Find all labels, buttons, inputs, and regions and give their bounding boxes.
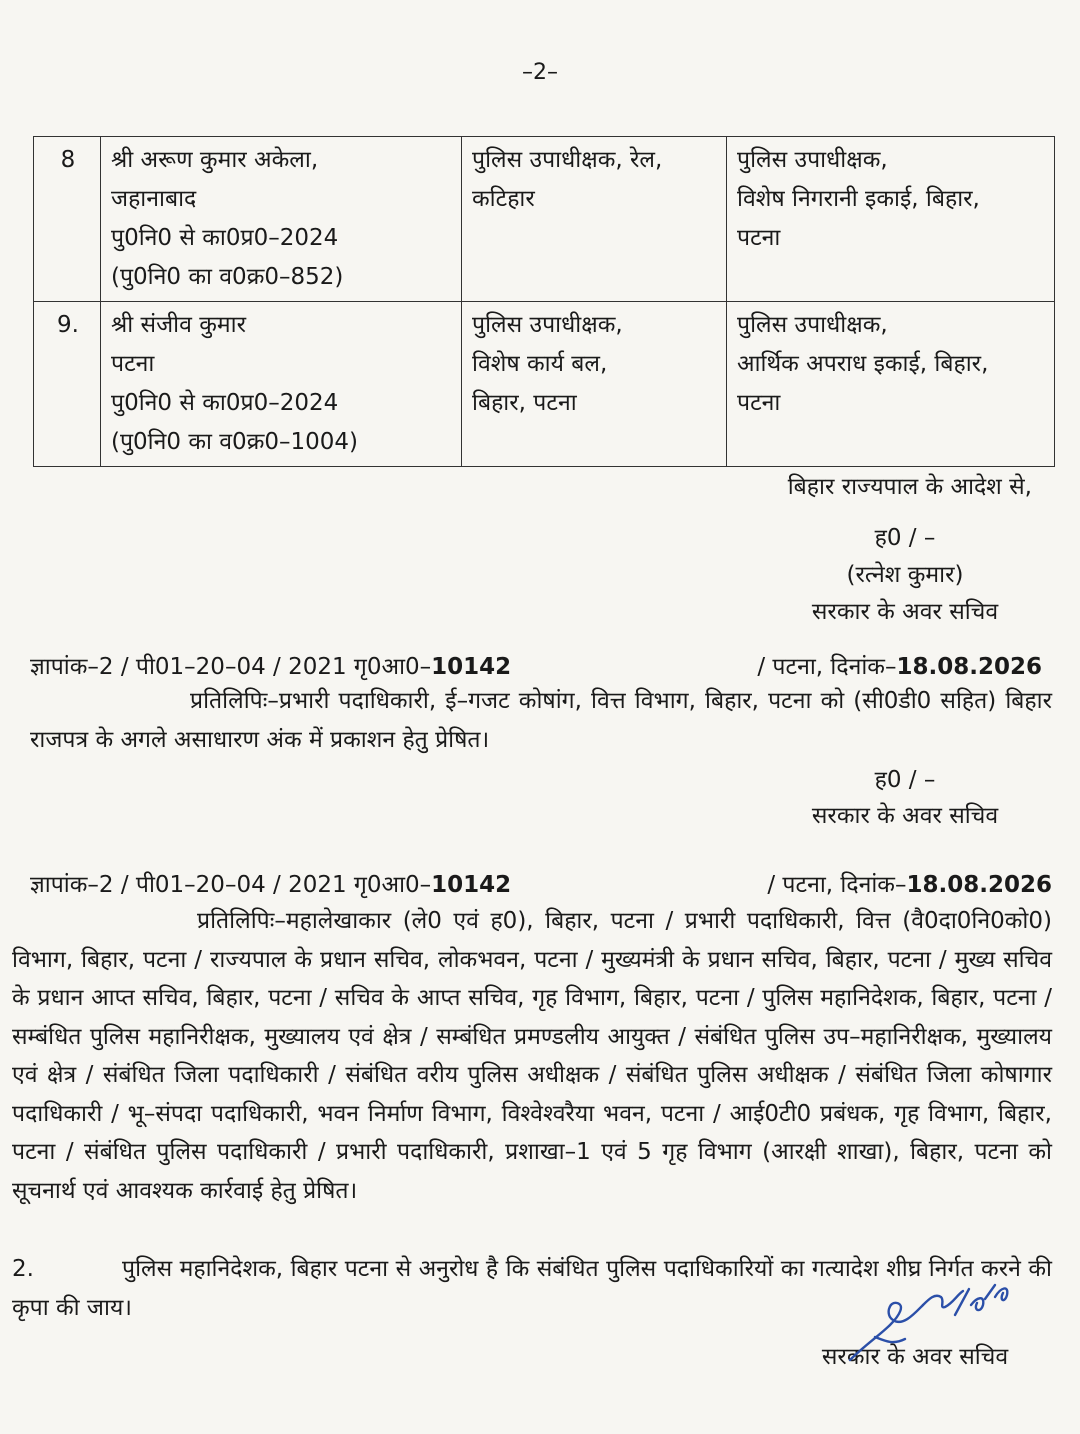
copy-paragraph bbox=[30, 682, 1052, 759]
memo-date bbox=[757, 649, 1042, 681]
memo-date-value: 18.08.2026 bbox=[896, 654, 1042, 680]
officer-line: जहानाबाद bbox=[111, 186, 197, 212]
new-post-line: विशेष निगरानी इकाई, बिहार, bbox=[737, 186, 980, 212]
officer-line: (पु0नि0 का व0क्र0–1004) bbox=[111, 429, 358, 455]
new-post-line: पटना bbox=[737, 390, 781, 416]
officer-line: श्री अरूण कुमार अकेला, bbox=[111, 147, 319, 173]
handwritten-signature bbox=[845, 1275, 1020, 1365]
memo-date-value: 18.08.2026 bbox=[906, 872, 1052, 898]
copy-paragraph bbox=[12, 902, 1052, 1210]
signed-mark: ह0 / – bbox=[874, 525, 936, 551]
signed-mark: ह0 / – bbox=[874, 767, 936, 793]
current-post-cell bbox=[462, 302, 727, 467]
table-row bbox=[34, 137, 1055, 302]
request-text: पुलिस महानिदेशक, बिहार पटना से अनुरोध है कि संबंधित पुलिस पदाधिकारियों का गत्यादेश शीघ्र निर्गत करने की कृपा की जाय। bbox=[12, 1256, 1052, 1321]
memo-ref-prefix: ज्ञापांक–2 / पी01–20–04 / 2021 गृ0आ0– bbox=[30, 654, 432, 680]
table-row bbox=[34, 302, 1055, 467]
memo-date bbox=[767, 867, 1052, 899]
new-post-line: पुलिस उपाधीक्षक, bbox=[737, 312, 888, 338]
officer-cell bbox=[101, 302, 462, 467]
current-post-line: बिहार, पटना bbox=[472, 390, 577, 416]
page-number: –2– bbox=[522, 60, 558, 85]
officer-line: पु0नि0 से का0प्र0–2024 bbox=[111, 225, 339, 251]
officer-line: श्री संजीव कुमार bbox=[111, 312, 247, 338]
current-post-line: विशेष कार्य बल, bbox=[472, 351, 608, 377]
serial-number: 9. bbox=[34, 302, 101, 467]
memo-place-prefix: / पटना, दिनांक– bbox=[767, 872, 907, 898]
new-post-line: पटना bbox=[737, 225, 781, 251]
serial-number: 8 bbox=[34, 137, 101, 302]
new-post-cell bbox=[727, 137, 1055, 302]
officer-line: (पु0नि0 का व0क्र0–852) bbox=[111, 264, 344, 290]
memo-ref-number: 10142 bbox=[431, 872, 512, 898]
memo-ref-number: 10142 bbox=[431, 654, 512, 680]
signatory-designation: सरकार के अवर सचिव bbox=[811, 599, 999, 625]
paragraph-number: 2. bbox=[12, 1256, 34, 1282]
new-post-cell bbox=[727, 302, 1055, 467]
new-post-line: आर्थिक अपराध इकाई, बिहार, bbox=[737, 351, 989, 377]
signatory-designation: सरकार के अवर सचिव bbox=[821, 1344, 1009, 1370]
current-post-line: पुलिस उपाधीक्षक, bbox=[472, 312, 623, 338]
current-post-line: पुलिस उपाधीक्षक, रेल, bbox=[472, 147, 663, 173]
copy-text: प्रतिलिपिः–महालेखाकार (ले0 एवं ह0), बिहार, पटना / प्रभारी पदाधिकारी, वित्त (वै0दा0नि0को0) विभाग, बिहार, पटना / राज्यपाल के प्रधान सचिव, लोकभवन, पटना / मुख्यमंत्री के प्रधान सचिव, बिहार, पटना / मुख्य सचिव के प्रधान आप्त सचिव, बिहार, पटना / सचिव के आप्त सचिव, गृह विभाग, बिहार, पटना / पुलिस महानिदेशक, बिहार, पटना / सम्बंधित पुलिस महानिरीक्षक, मुख्यालय एवं क्षेत्र / सम्बंधित प्रमण्डलीय आयुक्त / संबंधित पुलिस उप–महानिरीक्षक, मुख्यालय एवं क्षेत्र / संबंधित जिला पदाधिकारी / संबंधित वरीय पुलिस अधीक्षक / संबंधित पुलिस अधीक्षक / संबंधित जिला कोषागार पदाधिकारी / भू–संपदा पदाधिकारी, भवन निर्माण विभाग, विश्वेश्वरैया भवन, पटना / आई0टी0 प्रबंधक, गृह विभाग, बिहार, पटना / संबंधित पुलिस पदाधिकारी / प्रभारी पदाधिकारी, प्रशाखा–1 एवं 5 गृह विभाग (आरक्षी शाखा), बिहार, पटना को सूचनार्थ एवं आवश्यक कार्रवाई हेतु प्रेषित। bbox=[12, 908, 1052, 1204]
memo-place-prefix: / पटना, दिनांक– bbox=[757, 654, 897, 680]
memo-reference bbox=[30, 649, 511, 681]
officer-cell bbox=[101, 137, 462, 302]
memo-ref-prefix: ज्ञापांक–2 / पी01–20–04 / 2021 गृ0आ0– bbox=[30, 872, 432, 898]
current-post-cell bbox=[462, 137, 727, 302]
memo-reference bbox=[30, 867, 511, 899]
officer-line: पु0नि0 से का0प्र0–2024 bbox=[111, 390, 339, 416]
posting-table bbox=[33, 136, 1055, 467]
new-post-line: पुलिस उपाधीक्षक, bbox=[737, 147, 888, 173]
signatory-designation: सरकार के अवर सचिव bbox=[811, 803, 999, 829]
by-order-line: बिहार राज्यपाल के आदेश से, bbox=[787, 474, 1032, 500]
current-post-line: कटिहार bbox=[472, 186, 535, 212]
copy-text: प्रतिलिपिः–प्रभारी पदाधिकारी, ई–गजट कोषांग, वित्त विभाग, बिहार, पटना को (सी0डी0 सहित) बिहार राजपत्र के अगले असाधारण अंक में प्रकाशन हेतु प्रेषित। bbox=[30, 688, 1052, 753]
signatory-name: (रत्नेश कुमार) bbox=[846, 562, 964, 588]
officer-line: पटना bbox=[111, 351, 155, 377]
